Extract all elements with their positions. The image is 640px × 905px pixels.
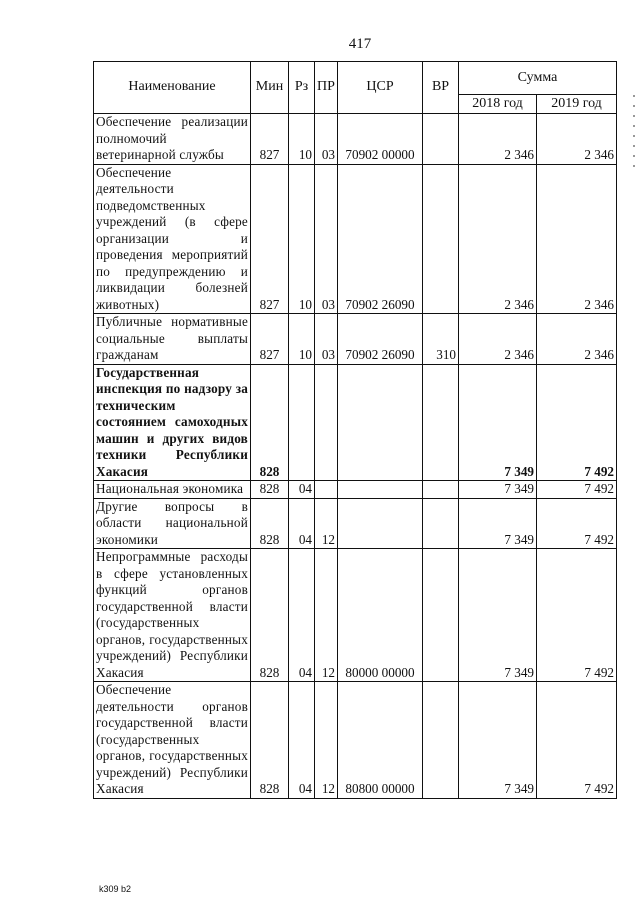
- margin-mark: [633, 95, 635, 175]
- row-min-cell: 827: [251, 164, 289, 314]
- page-number: 417: [348, 36, 372, 52]
- row-pr-cell: 03: [315, 314, 338, 365]
- row-2018-cell: 7 349: [459, 549, 537, 682]
- row-vr-cell: [423, 164, 459, 314]
- table-row: [94, 114, 617, 165]
- row-min-cell: 827: [251, 114, 289, 165]
- row-2019-cell: 2 346: [537, 114, 617, 165]
- header-year-2019: 2019 год: [537, 95, 617, 114]
- row-csr-cell: 80800 00000: [338, 682, 423, 799]
- table-body: [94, 114, 617, 799]
- row-csr-cell: [338, 498, 423, 549]
- row-2019-cell: 7 492: [537, 682, 617, 799]
- row-min-cell: 828: [251, 498, 289, 549]
- row-csr-cell: 70902 26090: [338, 164, 423, 314]
- row-min-cell: 828: [251, 549, 289, 682]
- row-vr-cell: 310: [423, 314, 459, 365]
- row-csr-cell: [338, 364, 423, 481]
- header-csr: ЦСР: [338, 62, 423, 114]
- header-sum: Сумма: [459, 62, 617, 95]
- row-min-cell: 828: [251, 481, 289, 499]
- row-2019-cell: 7 492: [537, 498, 617, 549]
- header-name: Наименование: [94, 62, 251, 114]
- header-pr: ПР: [315, 62, 338, 114]
- row-pr-cell: 12: [315, 682, 338, 799]
- row-pr-cell: [315, 364, 338, 481]
- row-2018-cell: 7 349: [459, 498, 537, 549]
- table-row: [94, 481, 617, 499]
- row-name-cell: Другие вопросы в области национальной экономики: [94, 498, 251, 549]
- row-csr-cell: [338, 481, 423, 499]
- table-row: [94, 498, 617, 549]
- row-vr-cell: [423, 114, 459, 165]
- row-rz-cell: [289, 364, 315, 481]
- row-name-cell: Обеспечение реализации полномочий ветеринарной службы: [94, 114, 251, 165]
- row-pr-cell: [315, 481, 338, 499]
- row-2018-cell: 7 349: [459, 481, 537, 499]
- row-rz-cell: 04: [289, 481, 315, 499]
- row-2018-cell: 7 349: [459, 364, 537, 481]
- row-vr-cell: [423, 549, 459, 682]
- row-pr-cell: 12: [315, 549, 338, 682]
- row-2019-cell: 7 492: [537, 364, 617, 481]
- footer-code: k309 b2: [99, 884, 132, 894]
- table-row: [94, 682, 617, 799]
- row-2019-cell: 7 492: [537, 481, 617, 499]
- row-min-cell: 828: [251, 682, 289, 799]
- row-name-cell: Обеспечение деятельности органов государственной власти (государственных органов, государственных учреждений) Республики Хакасия: [94, 682, 251, 799]
- row-rz-cell: 10: [289, 164, 315, 314]
- row-name-cell: Национальная экономика: [94, 481, 251, 499]
- budget-table: [93, 61, 617, 799]
- row-csr-cell: 70902 00000: [338, 114, 423, 165]
- row-2018-cell: 2 346: [459, 164, 537, 314]
- row-2018-cell: 2 346: [459, 114, 537, 165]
- row-name-cell: Публичные нормативные социальные выплаты гражданам: [94, 314, 251, 365]
- row-csr-cell: 70902 26090: [338, 314, 423, 365]
- row-name-cell: Обеспечение деятельности подведомственных учреждений (в сфере организации и проведения мероприятий по предупреждению и ликвидации болезней животных): [94, 164, 251, 314]
- table-header-row: [94, 62, 617, 95]
- row-min-cell: 827: [251, 314, 289, 365]
- row-2018-cell: 2 346: [459, 314, 537, 365]
- row-2019-cell: 7 492: [537, 549, 617, 682]
- row-2018-cell: 7 349: [459, 682, 537, 799]
- row-name-cell: Непрограммные расходы в сфере установленных функций органов государственной власти (государственных органов, государственных учреждений) Республики Хакасия: [94, 549, 251, 682]
- header-min: Мин: [251, 62, 289, 114]
- row-rz-cell: 10: [289, 314, 315, 365]
- row-csr-cell: 80000 00000: [338, 549, 423, 682]
- row-vr-cell: [423, 498, 459, 549]
- header-vr: ВР: [423, 62, 459, 114]
- row-vr-cell: [423, 481, 459, 499]
- row-name-cell: Государственная инспекция по надзору за техническим состоянием самоходных машин и других видов техники Республики Хакасия: [94, 364, 251, 481]
- header-year-2018: 2018 год: [459, 95, 537, 114]
- row-vr-cell: [423, 682, 459, 799]
- row-rz-cell: 04: [289, 682, 315, 799]
- row-vr-cell: [423, 364, 459, 481]
- row-2019-cell: 2 346: [537, 164, 617, 314]
- row-rz-cell: 04: [289, 549, 315, 682]
- row-rz-cell: 10: [289, 114, 315, 165]
- row-min-cell: 828: [251, 364, 289, 481]
- table-row: [94, 364, 617, 481]
- header-rz: Рз: [289, 62, 315, 114]
- row-pr-cell: 03: [315, 114, 338, 165]
- row-rz-cell: 04: [289, 498, 315, 549]
- row-pr-cell: 12: [315, 498, 338, 549]
- row-2019-cell: 2 346: [537, 314, 617, 365]
- table-row: [94, 164, 617, 314]
- row-pr-cell: 03: [315, 164, 338, 314]
- table-row: [94, 549, 617, 682]
- table-row: [94, 314, 617, 365]
